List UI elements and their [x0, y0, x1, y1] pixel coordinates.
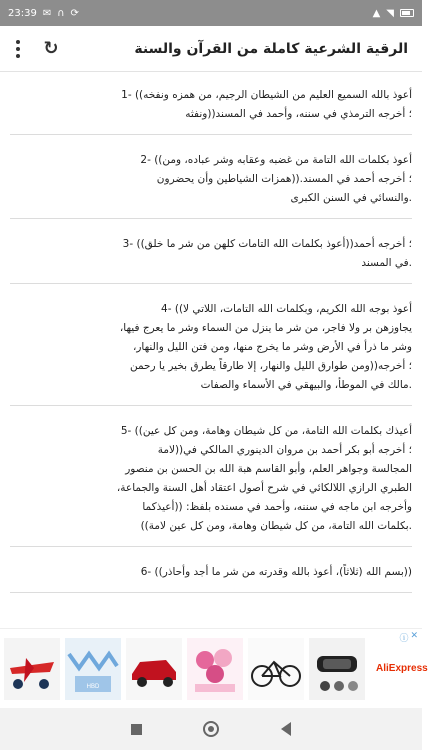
smartwatch-icon[interactable]	[309, 638, 365, 700]
recents-icon[interactable]	[131, 724, 142, 735]
sync-icon: ⟳	[70, 7, 79, 19]
entry-text: .في المسند	[361, 257, 412, 269]
headset-icon: ∩	[57, 7, 65, 19]
entry-3	[10, 229, 412, 284]
entry-text: ؛ أخرجه((ومن طوارق الليل والنهار، إلا طارقاً يطرق بخير يا رحمن	[129, 360, 412, 372]
entry-text: أعيذك بكلمات الله التامة، من كل شيطان وهامة، ومن كل عين)) -5	[120, 425, 412, 437]
entry-4	[10, 294, 412, 406]
entry-text: أعوذ بالله السميع العليم من الشيطان الرجيم، من همزه ونفخه)) -1	[121, 89, 412, 101]
entry-text: .والنسائي في السنن الكبرى	[290, 192, 412, 204]
entry-text: ؛ أخرجه أبو بكر أحمد بن مروان الدينوري المالكي في((لامة	[157, 444, 412, 456]
toy-airplane-icon[interactable]	[4, 638, 60, 700]
battery-icon	[400, 9, 414, 17]
system-nav-bar	[0, 708, 422, 750]
back-icon[interactable]	[281, 722, 291, 736]
svg-text:HBD: HBD	[86, 683, 100, 690]
refresh-icon[interactable]: ↻	[43, 37, 59, 59]
ad-controls[interactable]	[399, 631, 418, 644]
pink-balloons-icon[interactable]	[187, 638, 243, 700]
status-left	[8, 8, 79, 19]
notification-icon: ✉	[42, 7, 52, 19]
party-banner-icon[interactable]	[65, 638, 121, 700]
entry-5	[10, 416, 412, 547]
entry-text: أعوذ بكلمات الله التامة من غضبه وعقابه وشر عباده، ومن)) -2	[140, 154, 412, 166]
main-content[interactable]	[0, 72, 422, 628]
entry-text: ((بسم الله (ثلاثاً)، أعوذ بالله وقدرته من شر ما أجد وأحاذر)) -6	[140, 566, 412, 578]
entry-text: المجالسة وجواهر العلم، وأبو القاسم هبة الله بن الحسن بن منصور	[125, 463, 412, 475]
page-title: الرقية الشرعية كاملة من القرآن والسنة	[134, 40, 408, 57]
entry-text: أعوذ بوجه الله الكريم، وبكلمات الله التامات، اللاتي لا)) -4	[161, 303, 412, 315]
status-time: 23:39	[8, 7, 37, 19]
entry-text: ؛ أخرجه الترمذي في سننه، وأحمد في المسند((ونفثه	[185, 108, 412, 120]
entry-text: .بكلمات الله التامة، من كل شيطان وهامة، ومن كل عين لامة))	[140, 520, 412, 532]
entry-text: .مالك في الموطأ، والبيهقي في الأسماء والصفات	[200, 379, 412, 391]
status-right	[373, 8, 414, 19]
entry-text: وشر ما ذرأ في الأرض وشر ما يخرج منها، ومن فتن الليل والنهار،	[132, 341, 412, 353]
ad-brand[interactable]: AliExpress	[376, 663, 428, 674]
entry-6	[10, 557, 412, 593]
entry-text: يجاوزهن بر ولا فاجر، من شر ما ينزل من السماء وشر ما يعرج فيها،	[119, 322, 412, 334]
home-icon[interactable]	[203, 721, 219, 737]
entry-2	[10, 145, 412, 219]
ad-info-icon[interactable]: ⓘ	[399, 634, 409, 644]
app-bar	[0, 26, 422, 72]
bicycle-icon[interactable]	[248, 638, 304, 700]
entry-text: ؛ أخرجه أحمد((أعوذ بكلمات الله التامات كلهن من شر ما خلق)) -3	[122, 238, 412, 250]
status-bar	[0, 0, 422, 26]
entry-text: الطبري الرازي اللالكائي في شرح أصول اعتقاد أهل السنة والجماعة،	[116, 482, 412, 494]
more-vertical-icon[interactable]	[10, 38, 26, 60]
ad-close-icon[interactable]: ✕	[410, 631, 418, 641]
entry-text: ؛ أخرجه أحمد في المسند.((همزات الشياطين وأن يحضرون	[156, 173, 412, 185]
toy-car-icon[interactable]	[126, 638, 182, 700]
signal-icon: ▲	[372, 7, 381, 19]
entry-text: وأخرجه ابن ماجه في سننه، وأحمد في مسنده بلفظ: ((أعيذكما	[142, 501, 412, 513]
ad-banner[interactable]	[0, 628, 428, 708]
entry-1	[10, 80, 412, 135]
wifi-icon: ◥	[386, 7, 394, 19]
